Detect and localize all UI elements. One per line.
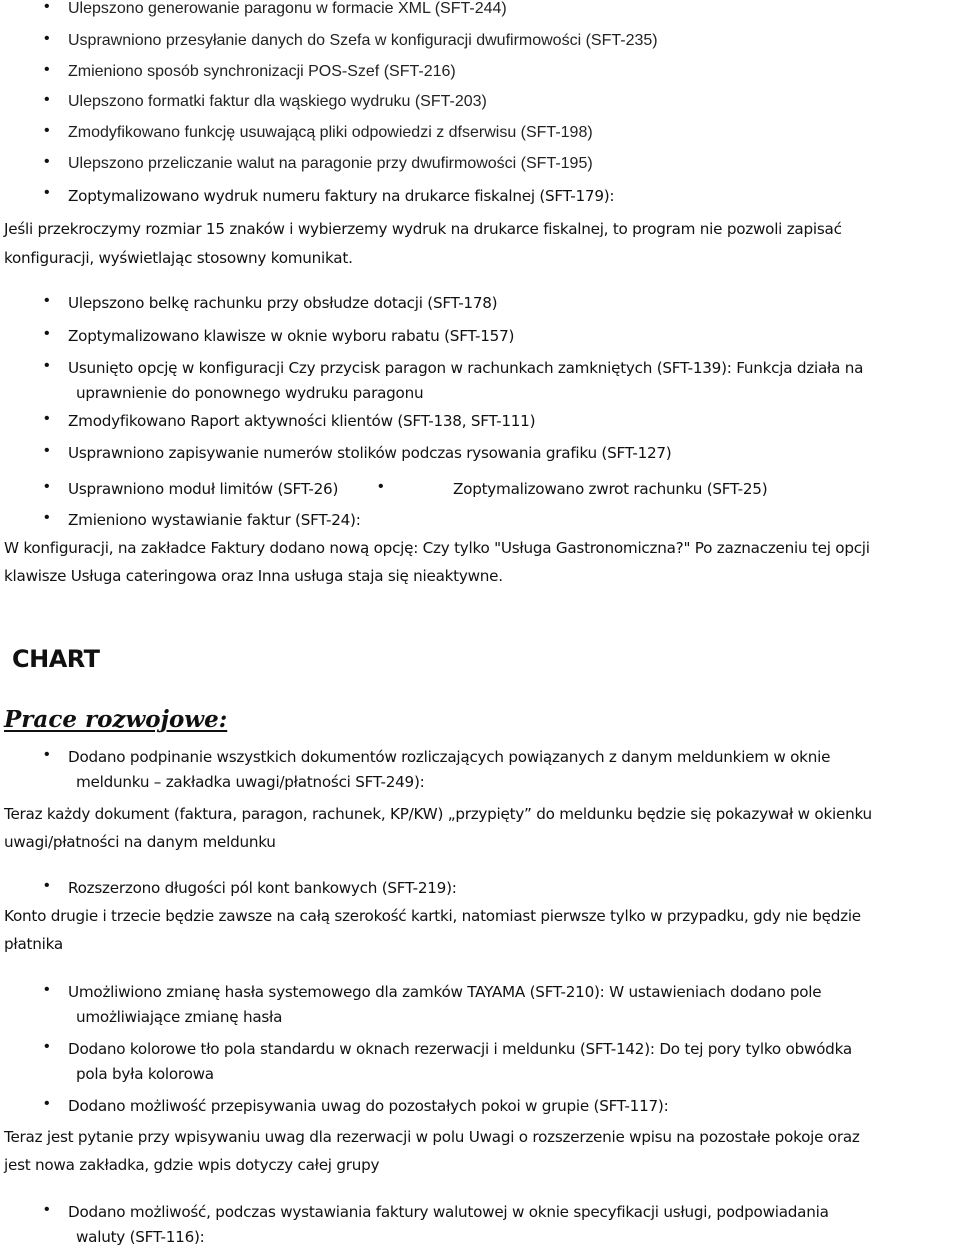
paragraph-line: Teraz każdy dokument (faktura, paragon, rachunek, KP/KW) „przypięty” do meldunku będzie się pokazywał w okienku: [4, 805, 872, 823]
paragraph-line: jest nowa zakładka, gdzie wpis dotyczy całej grupy: [4, 1156, 380, 1174]
paragraph-line: płatnika: [4, 935, 63, 953]
section-heading: CHART: [12, 645, 100, 673]
paragraph-line: Konto drugie i trzecie będzie zawsze na całą szerokość kartki, natomiast pierwsze tylko w przypadku, gdy nie będzie: [4, 907, 861, 925]
bullet-icon: •: [44, 357, 50, 374]
list-item: Zmieniono wystawianie faktur (SFT-24):: [68, 511, 361, 529]
list-item: Ulepszono generowanie paragonu w formacie XML (SFT-244): [68, 0, 507, 17]
list-item: Zmodyfikowano funkcję usuwającą pliki odpowiedzi z dfserwisu (SFT-198): [68, 124, 593, 141]
bullet-icon: •: [44, 1038, 50, 1055]
bullet-icon: •: [44, 91, 50, 108]
bullet-icon: •: [44, 981, 50, 998]
list-item: Dodano podpinanie wszystkich dokumentów rozliczających powiązanych z danym meldunkiem w oknie: [68, 748, 831, 766]
list-item: Usprawniono moduł limitów (SFT-26): [68, 480, 339, 498]
list-item: Dodano możliwość przepisywania uwag do pozostałych pokoi w grupie (SFT-117):: [68, 1097, 669, 1115]
bullet-icon: •: [44, 292, 50, 309]
list-item: Dodano możliwość, podczas wystawiania faktury walutowej w oknie specyfikacji usługi, podpowiadania: [68, 1203, 829, 1221]
bullet-icon: •: [44, 442, 50, 459]
list-item: Usprawniono zapisywanie numerów stolików podczas rysowania grafiku (SFT-127): [68, 444, 672, 462]
bullet-icon: •: [44, 184, 50, 201]
bullet-icon: •: [44, 30, 50, 47]
subsection-heading: Prace rozwojowe:: [4, 706, 228, 733]
bullet-icon: •: [44, 877, 50, 894]
bullet-icon: •: [378, 478, 384, 495]
paragraph-line: Jeśli przekroczymy rozmiar 15 znaków i wybierzemy wydruk na drukarce fiskalnej, to program nie pozwoli zapisać: [4, 220, 842, 238]
list-item: Zoptymalizowano zwrot rachunku (SFT-25): [453, 480, 768, 498]
list-item: Zoptymalizowano klawisze w oknie wyboru rabatu (SFT-157): [68, 327, 515, 345]
paragraph-line: klawisze Usługa cateringowa oraz Inna usługa staja się nieaktywne.: [4, 567, 503, 585]
list-item: Dodano kolorowe tło pola standardu w oknach rezerwacji i meldunku (SFT-142): Do tej pory tylko obwódka: [68, 1040, 852, 1058]
list-item-continuation: umożliwiające zmianę hasła: [76, 1008, 283, 1026]
bullet-icon: •: [44, 410, 50, 427]
bullet-icon: •: [44, 325, 50, 342]
list-item: Ulepszono formatki faktur dla wąskiego wydruku (SFT-203): [68, 93, 487, 110]
bullet-icon: •: [44, 1201, 50, 1218]
list-item-continuation: meldunku – zakładka uwagi/płatności SFT-249):: [76, 773, 425, 791]
list-item: Rozszerzono długości pól kont bankowych (SFT-219):: [68, 879, 457, 897]
list-item: Umożliwiono zmianę hasła systemowego dla zamków TAYAMA (SFT-210): W ustawieniach dodano pole: [68, 983, 822, 1001]
paragraph-line: konfiguracji, wyświetlając stosowny komunikat.: [4, 249, 353, 267]
paragraph-line: W konfiguracji, na zakładce Faktury dodano nową opcję: Czy tylko "Usługa Gastronomiczna?" Po zaznaczeniu tej opcji: [4, 539, 870, 557]
paragraph-line: Teraz jest pytanie przy wpisywaniu uwag dla rezerwacji w polu Uwagi o rozszerzenie wpisu na pozostałe pokoje oraz: [4, 1128, 860, 1146]
list-item: Zoptymalizowano wydruk numeru faktury na drukarce fiskalnej (SFT-179):: [68, 187, 615, 205]
list-item: Ulepszono przeliczanie walut na paragonie przy dwufirmowości (SFT-195): [68, 155, 593, 172]
bullet-icon: •: [44, 153, 50, 170]
bullet-icon: •: [44, 478, 50, 495]
list-item: Zmodyfikowano Raport aktywności klientów (SFT-138, SFT-111): [68, 412, 536, 430]
bullet-icon: •: [44, 1095, 50, 1112]
list-item: Usprawniono przesyłanie danych do Szefa w konfiguracji dwufirmowości (SFT-235): [68, 32, 658, 49]
bullet-icon: •: [44, 61, 50, 78]
bullet-icon: •: [44, 122, 50, 139]
list-item-continuation: waluty (SFT-116):: [76, 1228, 205, 1246]
bullet-icon: •: [44, 0, 50, 15]
list-item-continuation: pola była kolorowa: [76, 1065, 214, 1083]
list-item: Usunięto opcję w konfiguracji Czy przycisk paragon w rachunkach zamkniętych (SFT-139): Funkcja działa na: [68, 359, 864, 377]
bullet-icon: •: [44, 509, 50, 526]
list-item: Ulepszono belkę rachunku przy obsłudze dotacji (SFT-178): [68, 294, 498, 312]
bullet-icon: •: [44, 746, 50, 763]
list-item: Zmieniono sposób synchronizacji POS-Szef (SFT-216): [68, 63, 456, 80]
paragraph-line: uwagi/płatności na danym meldunku: [4, 833, 276, 851]
list-item-continuation: uprawnienie do ponownego wydruku paragonu: [76, 384, 424, 402]
